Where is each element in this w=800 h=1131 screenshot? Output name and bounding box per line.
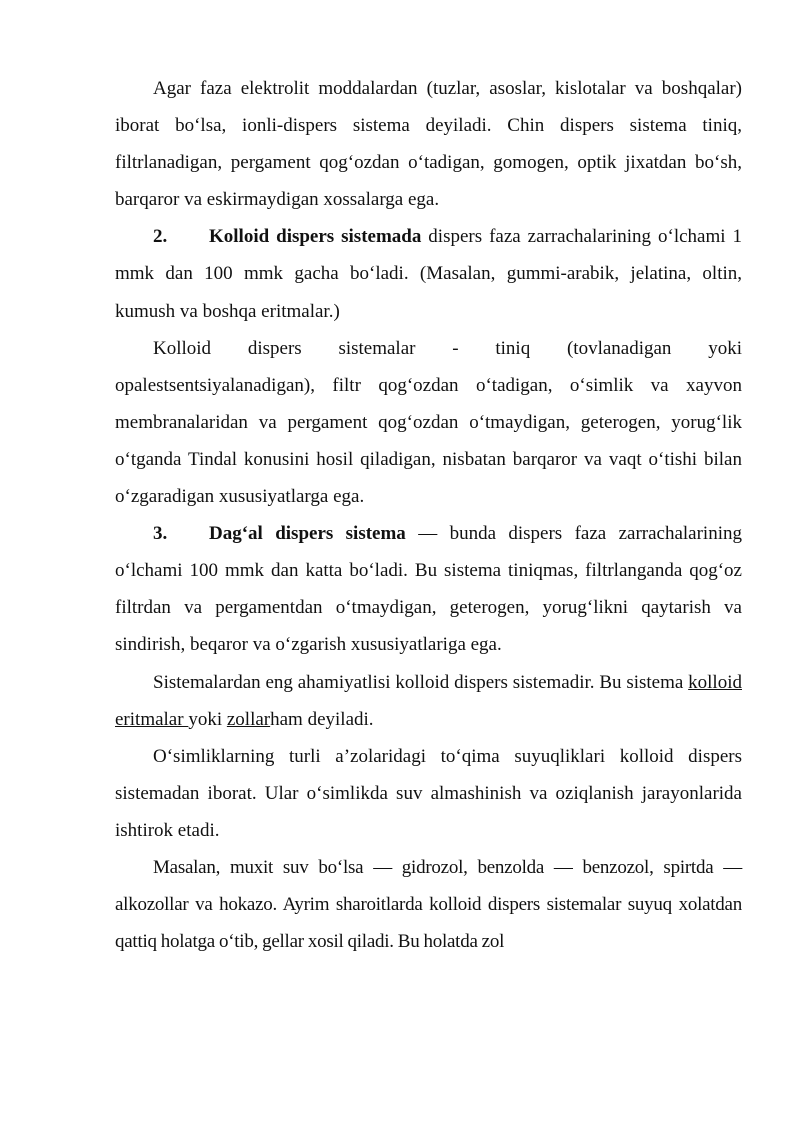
paragraph-ionic-dispersion: Agar faza elektrolit moddalardan (tuzlar, asoslar, kislotalar va boshqalar) iborat boʻlsa, ionli-dispers sistema deyiladi. Chin dispers sistema tiniq, filtrlanadigan, pergament qogʻozdan oʻtadigan, gomogen, optik jixatdan boʻsh, barqaror va eskirmaydigan xossalarga ega.: [115, 78, 742, 211]
term-colloid-dispersion: Kolloid dispers sistemada: [209, 226, 422, 248]
colloid-definition-text: dispers faza zarrachalarining oʻlchami 1 mmk dan 100 mmk gacha boʻladi. (Masalan, gummi-arabik, jelatina, oltin, kumush va boshqa eritmalar.): [115, 226, 742, 322]
paragraph-colloid-importance: [115, 664, 742, 738]
paragraph-colloid-properties: Kolloid dispers sistemalar - tiniq (tovlanadigan yoki opalestsentsiyalanadigan), filtr qogʻozdan oʻtadigan, oʻsimlik va xayvon membranalaridan va pergament qogʻozdan oʻtmaydigan, geterogen, yorugʻlik oʻtganda Tindal konusini hosil qiladigan, nisbatan barqaror va vaqt oʻtishi bilan oʻzgaradigan xususiyatlarga ega.: [115, 337, 742, 508]
colloid-solutions-link[interactable]: kolloid eritmalar: [115, 671, 742, 730]
coarse-definition-text: — bunda dispers faza zarrachalarining oʻlchami 100 mmk dan katta boʻladi. Bu sistema tiniqmas, filtrlanganda qogʻoz filtrdan va pergamentdan oʻtmaydigan, geterogen, yorugʻlikni qaytarish va sindirish, beqaror va oʻzgarish xususiyatlariga ega.: [115, 523, 742, 656]
sols-link[interactable]: zollar: [226, 708, 271, 730]
paragraph-sol-examples: Masalan, muxit suv boʻlsa — gidrozol, benzolda — benzozol, spirtda — alkozollar va hokazo. Ayrim sharoitlarda kolloid dispers sistemalar suyuq xolatdan qattiq holatga oʻtib, gellar xosil qiladi. Bu holatda zol: [115, 856, 742, 953]
importance-tail-text: ham deyiladi.: [270, 708, 374, 730]
paragraph-colloid-dispersion: [115, 218, 742, 329]
importance-mid-text: yoki: [188, 708, 227, 730]
document-page: [115, 70, 742, 960]
paragraph-plant-fluids: Oʻsimliklarning turli a’zolaridagi toʻqima suyuqliklari kolloid dispers sistemadan iborat. Ular oʻsimlikda suv almashinish va oziqlanish jarayonlarida ishtirok etadi.: [115, 745, 742, 841]
item-number: 2.: [153, 226, 168, 248]
item-number: 3.: [153, 523, 168, 545]
term-coarse-dispersion: Dagʻal dispers sistema: [209, 523, 406, 545]
importance-lead-text: Sistemalardan eng ahamiyatlisi kolloid dispers sistemadir. Bu sistema: [153, 671, 689, 693]
paragraph-coarse-dispersion: [115, 515, 742, 663]
